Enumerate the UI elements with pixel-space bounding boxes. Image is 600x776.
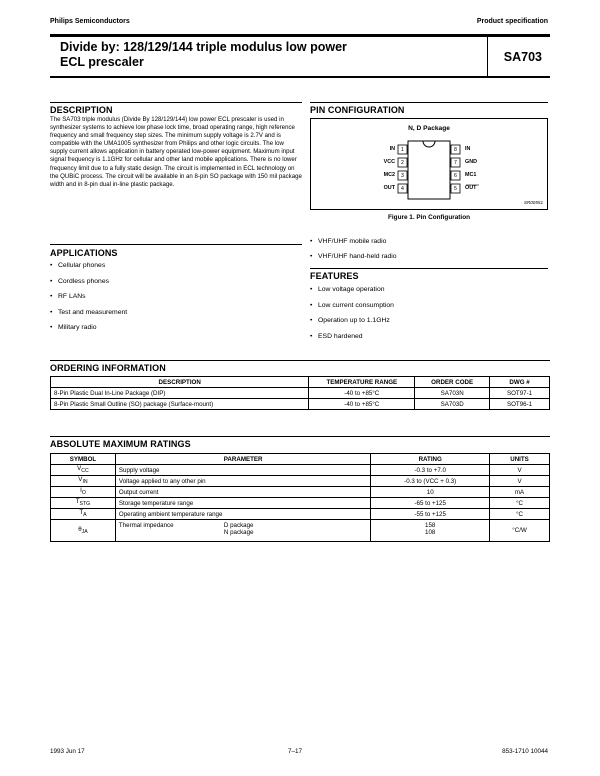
thermal-label: Thermal impedance [118, 522, 174, 529]
pin-number: 3 [401, 173, 404, 179]
pin-label: OUT [383, 185, 395, 191]
table-cell: 10 [371, 487, 490, 498]
column-header: TEMPERATURE RANGE [309, 377, 415, 388]
pin-diagram [311, 119, 547, 209]
symbol-cell: $I_O$ [51, 487, 116, 498]
table-cell: 158 108 [371, 520, 490, 542]
pin-number: 1 [401, 147, 404, 153]
description-text: The SA703 triple modulus (Divide By 128/129/144) low power ECL prescaler is used in synthesizer systems to achieve low phase lock time, broad operating range, high reference frequency and small frequency step sizes. The minimum supply voltage is 2.7V and is compatible with the UMA1005 synthesizer from Philips and other logic circuits. The low supply current allows application in battery operated low-power equipment. Maximum input signal frequency is 1.1GHz for cellular and other land mobile applications. There is no lower frequency limit due to a fully static design. The circuit is implemented in ECL technology on the QUBiC process. The circuit will be available in an 8-pin SO package with 150 mil package width and in 8-pin dual in-line plastic package. [50, 116, 302, 188]
table-cell: -40 to +85°C [309, 399, 415, 410]
table-row [51, 388, 550, 399]
pin-config-heading: PIN CONFIGURATION [310, 105, 405, 115]
column-header: ORDER CODE [415, 377, 490, 388]
description-heading: DESCRIPTION [50, 105, 113, 115]
table-cell: -65 to +125 [371, 498, 490, 509]
pin-number: 7 [454, 160, 457, 166]
table-cell: -0.3 to +7.0 [371, 465, 490, 476]
ratings-table [50, 453, 550, 542]
section-rule [50, 436, 550, 437]
table-row [51, 509, 550, 520]
section-rule [50, 244, 302, 245]
pin-label: OUT [465, 185, 477, 191]
package-list: D package N package [223, 522, 254, 536]
applications-list-continued [310, 238, 397, 268]
list-item: • Military radio [50, 324, 97, 331]
table-cell: mA [490, 487, 550, 498]
symbol-cell: $V_{CC}$ [51, 465, 116, 476]
footer-date: 1993 Jun 17 [50, 748, 85, 755]
table-cell: SA703N [415, 388, 490, 399]
pin-number: 2 [401, 160, 404, 166]
applications-list [50, 262, 127, 340]
document-type: Product specification [476, 18, 548, 25]
table-cell: °C/W [490, 520, 550, 542]
pin-number: 5 [454, 186, 457, 192]
applications-heading: APPLICATIONS [50, 248, 118, 258]
document-title [60, 40, 460, 70]
table-row [51, 476, 550, 487]
table-row [51, 399, 550, 410]
pin-label: MC1 [465, 172, 477, 178]
pin-number: 8 [454, 147, 457, 153]
pin-number: 6 [454, 173, 457, 179]
column-header: UNITS [490, 454, 550, 465]
features-list [310, 286, 394, 348]
table-row [51, 465, 550, 476]
column-header: PARAMETER [115, 454, 370, 465]
title-divider [487, 37, 488, 76]
figure-ref-code: SR00551 [523, 200, 543, 205]
list-item: • Cordless phones [50, 277, 110, 285]
package-label: N, D Package [408, 125, 450, 132]
table-cell: 8-Pin Plastic Small Outline (SO) package (Surface-mount) [51, 399, 309, 410]
list-item: • VHF/UHF hand-held radio [310, 253, 397, 260]
table-cell [115, 520, 370, 542]
pin-label: IN [465, 146, 471, 152]
section-rule [50, 102, 302, 103]
list-item: • RF LANs [50, 293, 86, 300]
list-item: • Cellular phones [50, 262, 106, 269]
pin-label: GND [465, 159, 477, 165]
column-header: DESCRIPTION [51, 377, 309, 388]
section-rule [50, 360, 550, 361]
table-cell: Operating ambient temperature range [115, 509, 370, 520]
table-row [51, 487, 550, 498]
footer-page: 7–17 [288, 748, 303, 755]
table-cell: SOT96-1 [490, 399, 550, 410]
table-cell: -55 to +125 [371, 509, 490, 520]
ic-notch [423, 141, 435, 147]
table-cell: Storage temperature range [115, 498, 370, 509]
table-cell: -0.3 to (VCC + 0.3) [371, 476, 490, 487]
table-header-row [51, 377, 550, 388]
features-heading: FEATURES [310, 271, 359, 281]
ic-body [408, 141, 450, 199]
list-item: • VHF/UHF mobile radio [310, 238, 387, 245]
company-name: Philips Semiconductors [50, 18, 130, 25]
table-header-row [51, 454, 550, 465]
pin-label: VCC [383, 159, 395, 165]
section-rule [310, 102, 548, 103]
title-line-2: ECL prescaler [60, 55, 144, 69]
table-row [51, 498, 550, 509]
ratings-heading: ABSOLUTE MAXIMUM RATINGS [50, 439, 191, 449]
table-cell: Supply voltage [115, 465, 370, 476]
table-cell: Output current [115, 487, 370, 498]
ordering-table [50, 376, 550, 410]
table-cell: V [490, 465, 550, 476]
table-cell: Voltage applied to any other pin [115, 476, 370, 487]
pin-label: MC2 [383, 172, 395, 178]
footer-code: 853-1710 10044 [502, 748, 548, 755]
list-item: • Low voltage operation [310, 286, 385, 293]
column-header: DWG # [490, 377, 550, 388]
table-cell: °C [490, 509, 550, 520]
figure-caption: Figure 1. Pin Configuration [387, 214, 470, 221]
symbol-cell: $T_A$ [51, 509, 116, 520]
pin-diagram-box [310, 118, 548, 210]
column-header: RATING [371, 454, 490, 465]
table-cell: V [490, 476, 550, 487]
list-item: • Low current consumption [310, 301, 394, 309]
section-rule [310, 268, 548, 269]
table-cell: SA703D [415, 399, 490, 410]
table-cell: °C [490, 498, 550, 509]
table-cell: 8-Pin Plastic Dual In-Line Package (DIP) [51, 388, 309, 399]
part-number: SA703 [503, 50, 542, 64]
list-item: • ESD hardened [310, 332, 363, 340]
table-cell: -40 to +85°C [309, 388, 415, 399]
pin-label: IN [389, 146, 395, 152]
list-item: • Test and measurement [50, 308, 128, 316]
ordering-heading: ORDERING INFORMATION [50, 363, 166, 373]
column-header: SYMBOL [51, 454, 116, 465]
symbol-cell: $\theta_{JA}$ [51, 520, 116, 542]
list-item: • Operation up to 1.1GHz [310, 317, 390, 324]
symbol-cell: $V_{IN}$ [51, 476, 116, 487]
table-row [51, 520, 550, 542]
title-line-1: Divide by: 128/129/144 triple modulus low power [60, 40, 347, 54]
symbol-cell: $T_{STG}$ [51, 498, 116, 509]
pin-number: 4 [401, 186, 404, 192]
table-cell: SOT97-1 [490, 388, 550, 399]
